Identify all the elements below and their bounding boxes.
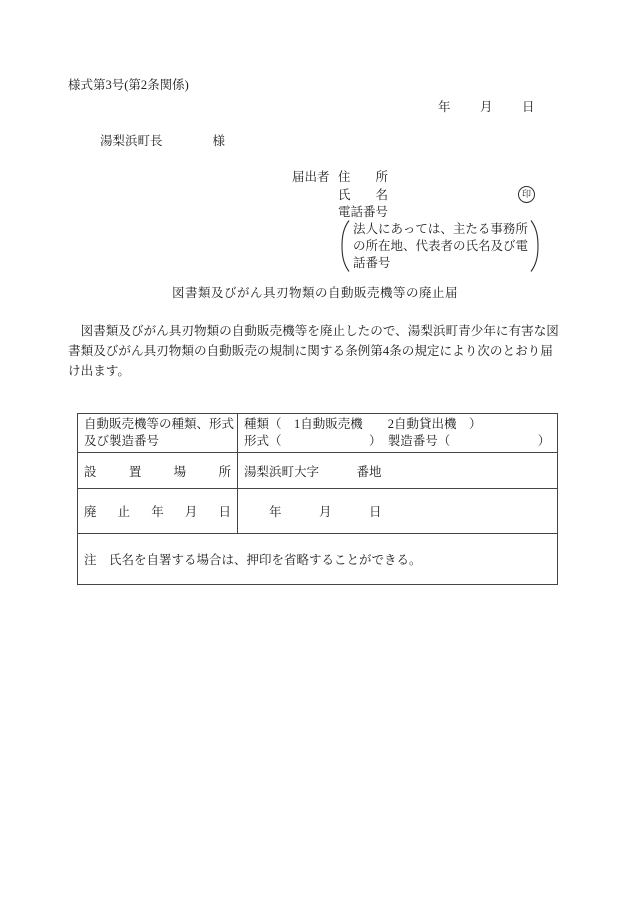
machine-type-label-line: 及び製造番号 (84, 434, 160, 448)
corporate-note (340, 219, 540, 273)
seal-icon: 印 (518, 186, 535, 203)
corporate-note-line: 法人にあっては、主たる事務所 (353, 222, 528, 236)
body-line: け出ます。 (68, 364, 130, 378)
location-label-cell: 設 置 場 所 (78, 453, 238, 489)
machine-kind-value-line: 種類（ 1自動販売機 2自動貸出機 ） (244, 417, 482, 431)
location-value-cell: 湯梨浜町大字 番地 (238, 453, 558, 489)
document-title: 図書類及びがん具刃物類の自動販売機等の廃止届 (171, 286, 458, 300)
corporate-note-text (350, 219, 530, 273)
machine-model-serial-value-line: 形式（ ） 製造番号（ ） (244, 434, 551, 448)
declarant-phone-label: 電話番号 (338, 205, 389, 219)
machine-type-row (78, 414, 558, 453)
form-table (77, 413, 558, 585)
declarant-address-label: 住 所 (338, 170, 389, 184)
body-line: 図書類及びがん具刃物類の自動販売機等を廃止したので、湯梨浜町青少年に有害な図 (68, 324, 559, 338)
location-row (78, 453, 558, 489)
date-line: 年 月 日 (438, 100, 537, 114)
abolition-date-value-cell: 年 月 日 (238, 489, 558, 534)
corporate-note-line: の所在地、代表者の氏名及び電 (353, 239, 529, 253)
machine-type-label-cell (78, 414, 238, 453)
left-paren-icon (340, 219, 350, 273)
note-row (78, 534, 558, 585)
declarant-label: 届出者 (292, 170, 330, 184)
note-cell: 注 氏名を自署する場合は、押印を省略することができる。 (78, 534, 558, 585)
addressee-line: 湯梨浜町長 様 (100, 134, 226, 148)
body-paragraph (68, 321, 559, 381)
form-number: 様式第3号(第2条関係) (68, 78, 189, 92)
machine-type-label-line: 自動販売機等の種類、形式 (84, 417, 235, 431)
body-line: 書類及びがん具刃物類の自動販売の規制に関する条例第4条の規定により次のとおり届 (68, 344, 553, 358)
abolition-date-row (78, 489, 558, 534)
right-paren-icon (530, 219, 540, 273)
declarant-name-label: 氏 名 (338, 188, 389, 202)
corporate-note-line: 話番号 (353, 256, 391, 270)
abolition-date-label-cell: 廃 止 年 月 日 (78, 489, 238, 534)
machine-type-value-cell (238, 414, 558, 453)
